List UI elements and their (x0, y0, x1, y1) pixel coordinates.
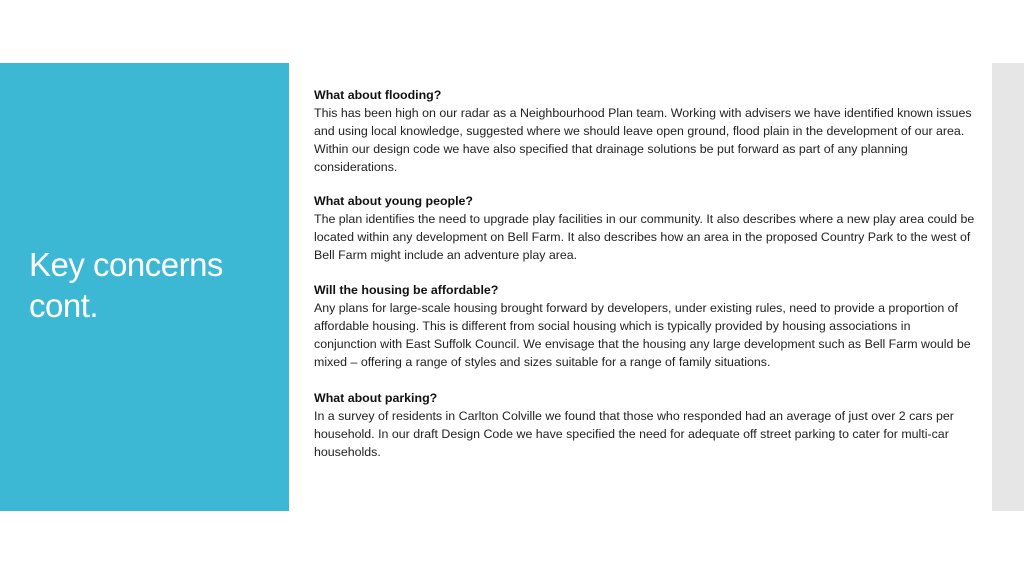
slide-title-line-2: cont. (29, 287, 99, 324)
section-young-people (314, 192, 976, 264)
section-body: Any plans for large-scale housing brought forward by developers, under existing rules, need to provide a proportion of affordable housing. This is different from social housing which is typically provided by housing associations in conjunction with East Suffolk Council. We envisage that the housing any large development such as Bell Farm would be mixed – offering a range of styles and sizes suitable for a range of family situations. (314, 301, 971, 369)
content-area (314, 86, 976, 461)
section-parking (314, 389, 976, 461)
section-flooding (314, 86, 976, 176)
section-heading: What about flooding? (314, 88, 442, 102)
section-affordable-housing (314, 281, 976, 371)
section-body: The plan identifies the need to upgrade play facilities in our community. It also describes where a new play area could be located within any development on Bell Farm. It also describes how an area in the proposed Country Park to the west of Bell Farm might include an adventure play area. (314, 212, 975, 262)
section-body: In a survey of residents in Carlton Colville we found that those who responded had an average of just over 2 cars per household. In our draft Design Code we have specified the need for adequate off street parking to cater for multi-car households. (314, 409, 954, 459)
slide-title-line-1: Key concerns (29, 246, 223, 283)
right-decorative-bar (992, 63, 1024, 511)
slide-title (29, 244, 279, 326)
section-heading: Will the housing be affordable? (314, 283, 499, 297)
section-heading: What about parking? (314, 391, 438, 405)
section-heading: What about young people? (314, 194, 473, 208)
section-body: This has been high on our radar as a Neighbourhood Plan team. Working with advisers we have identified known issues and using local knowledge, suggested where we should leave open ground, flood plain in the development of our area. Within our design code we have also specified that drainage solutions be put forward as part of any planning considerations. (314, 106, 972, 174)
